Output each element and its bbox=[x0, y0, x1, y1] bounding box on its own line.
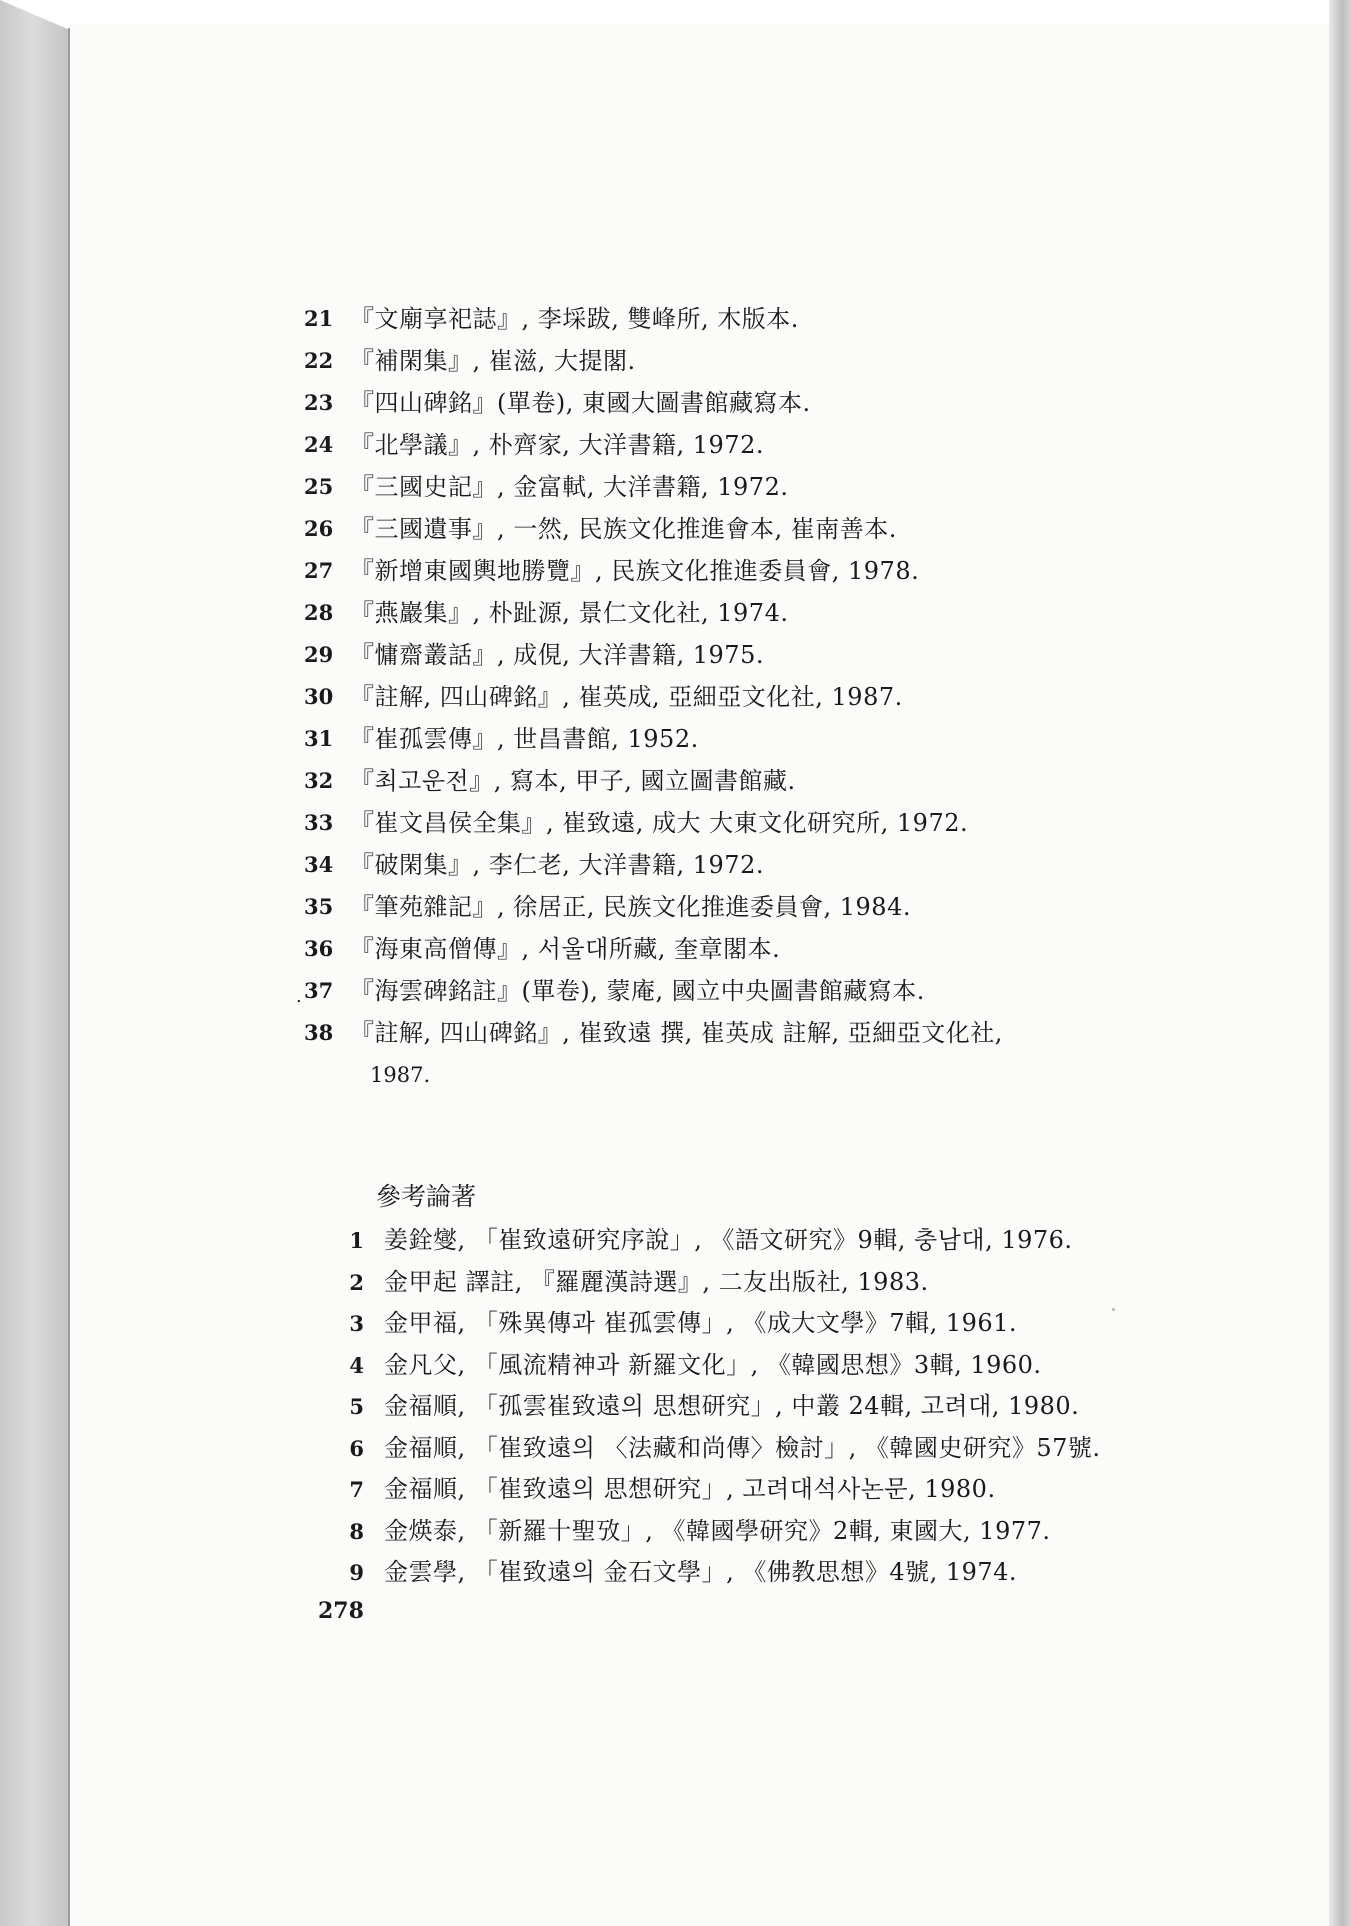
bibliography-entry-number: 27 bbox=[304, 558, 334, 583]
reference-list bbox=[304, 1220, 1184, 1594]
bibliography-entry bbox=[304, 886, 1184, 928]
bibliography-entry-text: 『崔孤雲傳』, 世昌書館, 1952. bbox=[350, 725, 699, 753]
bibliography-entry-number: 22 bbox=[304, 348, 334, 373]
reference-entry-text: 金福順, 「崔致遠의 〈法藏和尚傳〉檢討」, 《韓國史研究》57號. bbox=[384, 1433, 1101, 1462]
reference-entry bbox=[304, 1469, 1184, 1511]
reference-entry bbox=[304, 1220, 1184, 1262]
stray-mark: . bbox=[296, 986, 302, 1007]
bibliography-entry bbox=[304, 508, 1184, 550]
bibliography-entry bbox=[304, 718, 1184, 760]
bibliography-entry-number: 29 bbox=[304, 642, 334, 667]
bibliography-entry-text: 『海雲碑銘註』(單卷), 蒙庵, 國立中央圖書館藏寫本. bbox=[350, 977, 925, 1005]
bibliography-entry-number: 21 bbox=[304, 306, 334, 331]
bibliography-entry-text: 『慵齋叢話』, 成俔, 大洋書籍, 1975. bbox=[350, 641, 764, 669]
reference-entry bbox=[304, 1511, 1184, 1553]
reference-entry-text: 金福順, 「崔致遠의 思想研究」, 고려대석사논문, 1980. bbox=[384, 1475, 996, 1503]
bibliography-entry-number: 33 bbox=[304, 810, 334, 835]
bibliography-entry-number: 30 bbox=[304, 684, 334, 709]
bibliography-entry-number: 35 bbox=[304, 894, 334, 919]
reference-entry-text: 金甲福, 「殊異傳과 崔孤雲傳」, 《成大文學》7輯, 1961. bbox=[384, 1309, 1018, 1337]
reference-entry-number: 9 bbox=[349, 1560, 364, 1585]
reference-entry-number: 4 bbox=[349, 1352, 364, 1378]
bibliography-entry-number: 24 bbox=[304, 432, 334, 457]
bibliography-entry-number: 37 bbox=[304, 978, 334, 1003]
bibliography-entry bbox=[304, 760, 1184, 802]
bibliography-entry bbox=[304, 844, 1184, 886]
reference-entry bbox=[304, 1386, 1184, 1428]
reference-entry bbox=[304, 1428, 1184, 1470]
bibliography-entry-text: 『崔文昌侯全集』, 崔致遠, 成大 大東文化研究所, 1972. bbox=[350, 809, 969, 837]
bibliography-entry-text: 『三國史記』, 金富軾, 大洋書籍, 1972. bbox=[350, 473, 789, 501]
bibliography-entry-text: 『三國遺事』, 一然, 民族文化推進會本, 崔南善本. bbox=[350, 515, 897, 543]
reference-entry-text: 金甲起 譯註, 『羅麗漢詩選』, 二友出版社, 1983. bbox=[384, 1267, 929, 1296]
reference-entry bbox=[304, 1552, 1184, 1594]
reference-entry-text: 姜銓燮, 「崔致遠研究序說」, 《語文研究》9輯, 충남대, 1976. bbox=[384, 1226, 1073, 1254]
bibliography-entry bbox=[304, 340, 1184, 382]
bibliography-entry-text: 『補閑集』, 崔滋, 大提閣. bbox=[350, 347, 636, 375]
reference-entry-text: 金福順, 「孤雲崔致遠의 思想研究」, 中叢 24輯, 고려대, 1980. bbox=[384, 1392, 1080, 1420]
reference-entry-number: 2 bbox=[349, 1269, 364, 1295]
reference-entry-number: 8 bbox=[349, 1518, 364, 1544]
reference-entry-number: 1 bbox=[349, 1228, 364, 1253]
bibliography-entry bbox=[304, 928, 1184, 970]
bibliography-entry-number: 36 bbox=[304, 936, 334, 961]
reference-entry bbox=[304, 1262, 1184, 1304]
page-content bbox=[304, 298, 1184, 1594]
bibliography-entry-number: 34 bbox=[304, 852, 334, 877]
bibliography-entry-text: 『燕巖集』, 朴趾源, 景仁文化社, 1974. bbox=[350, 599, 789, 627]
bibliography-entry bbox=[304, 592, 1184, 634]
bibliography-entry bbox=[304, 424, 1184, 466]
bibliography-entry bbox=[304, 550, 1184, 592]
section-title: 參考論著 bbox=[376, 1182, 477, 1211]
reference-entry-number: 5 bbox=[349, 1394, 364, 1419]
bibliography-entry-text: 『文廟享祀誌』, 李埰跋, 雙峰所, 木版本. bbox=[350, 305, 799, 333]
bibliography-entry-number: 28 bbox=[304, 600, 334, 625]
bibliography-entry-text: 『新增東國輿地勝覽』, 民族文化推進委員會, 1978. bbox=[350, 557, 920, 585]
bibliography-entry-number: 26 bbox=[304, 516, 334, 541]
reference-entry-text: 金煐泰, 「新羅十聖攷」, 《韓國學研究》2輯, 東國大, 1977. bbox=[384, 1516, 1051, 1545]
reference-entry-number: 7 bbox=[349, 1477, 364, 1502]
bibliography-entry bbox=[304, 298, 1184, 340]
page-number: 278 bbox=[318, 1598, 364, 1624]
entry-38-continuation: 1987. bbox=[370, 1063, 431, 1087]
reference-entry-text: 金雲學, 「崔致遠의 金石文學」, 《佛教思想》4號, 1974. bbox=[384, 1558, 1018, 1586]
bibliography-entry-number: 32 bbox=[304, 768, 334, 793]
bibliography-entry bbox=[304, 676, 1184, 718]
bibliography-entry bbox=[304, 382, 1184, 424]
bibliography-entry-number: 38 bbox=[304, 1020, 334, 1045]
bibliography-entry-number: 25 bbox=[304, 474, 334, 499]
bibliography-entry-text: 『破閑集』, 李仁老, 大洋書籍, 1972. bbox=[350, 851, 764, 879]
bibliography-entry-text: 『註解, 四山碑銘』, 崔英成, 亞細亞文化社, 1987. bbox=[350, 683, 903, 711]
bibliography-entry bbox=[304, 802, 1184, 844]
bibliography-entry-text: 『註解, 四山碑銘』, 崔致遠 撰, 崔英成 註解, 亞細亞文化社, bbox=[350, 1019, 1003, 1047]
bibliography-entry-number: 31 bbox=[304, 726, 334, 751]
bibliography-entry bbox=[304, 634, 1184, 676]
bibliography-entry-text: 『四山碑銘』(單卷), 東國大圖書館藏寫本. bbox=[350, 389, 811, 417]
bibliography-entry-text: 『海東高僧傳』, 서울대所藏, 奎章閣本. bbox=[350, 935, 781, 963]
bibliography-entry-text: 『筆苑雜記』, 徐居正, 民族文化推進委員會, 1984. bbox=[350, 893, 911, 921]
reference-entry bbox=[304, 1303, 1184, 1345]
reference-entry-text: 金凡父, 「風流精神과 新羅文化」, 《韓國思想》3輯, 1960. bbox=[384, 1350, 1042, 1379]
bibliography-entry bbox=[304, 1012, 1184, 1054]
bibliography-entry-text: 『최고운전』, 寫本, 甲子, 國立圖書館藏. bbox=[350, 767, 796, 795]
bibliography-entry-text: 『北學議』, 朴齊家, 大洋書籍, 1972. bbox=[350, 431, 764, 459]
reference-entry-number: 3 bbox=[349, 1311, 364, 1336]
primary-source-list bbox=[304, 298, 1184, 1054]
book-spine-edge bbox=[0, 0, 70, 1926]
reference-entry bbox=[304, 1345, 1184, 1387]
bibliography-entry-number: 23 bbox=[304, 390, 334, 415]
bibliography-entry bbox=[304, 466, 1184, 508]
reference-entry-number: 6 bbox=[349, 1435, 364, 1461]
bibliography-entry bbox=[304, 970, 1184, 1012]
book-page-edge bbox=[1329, 0, 1351, 1926]
